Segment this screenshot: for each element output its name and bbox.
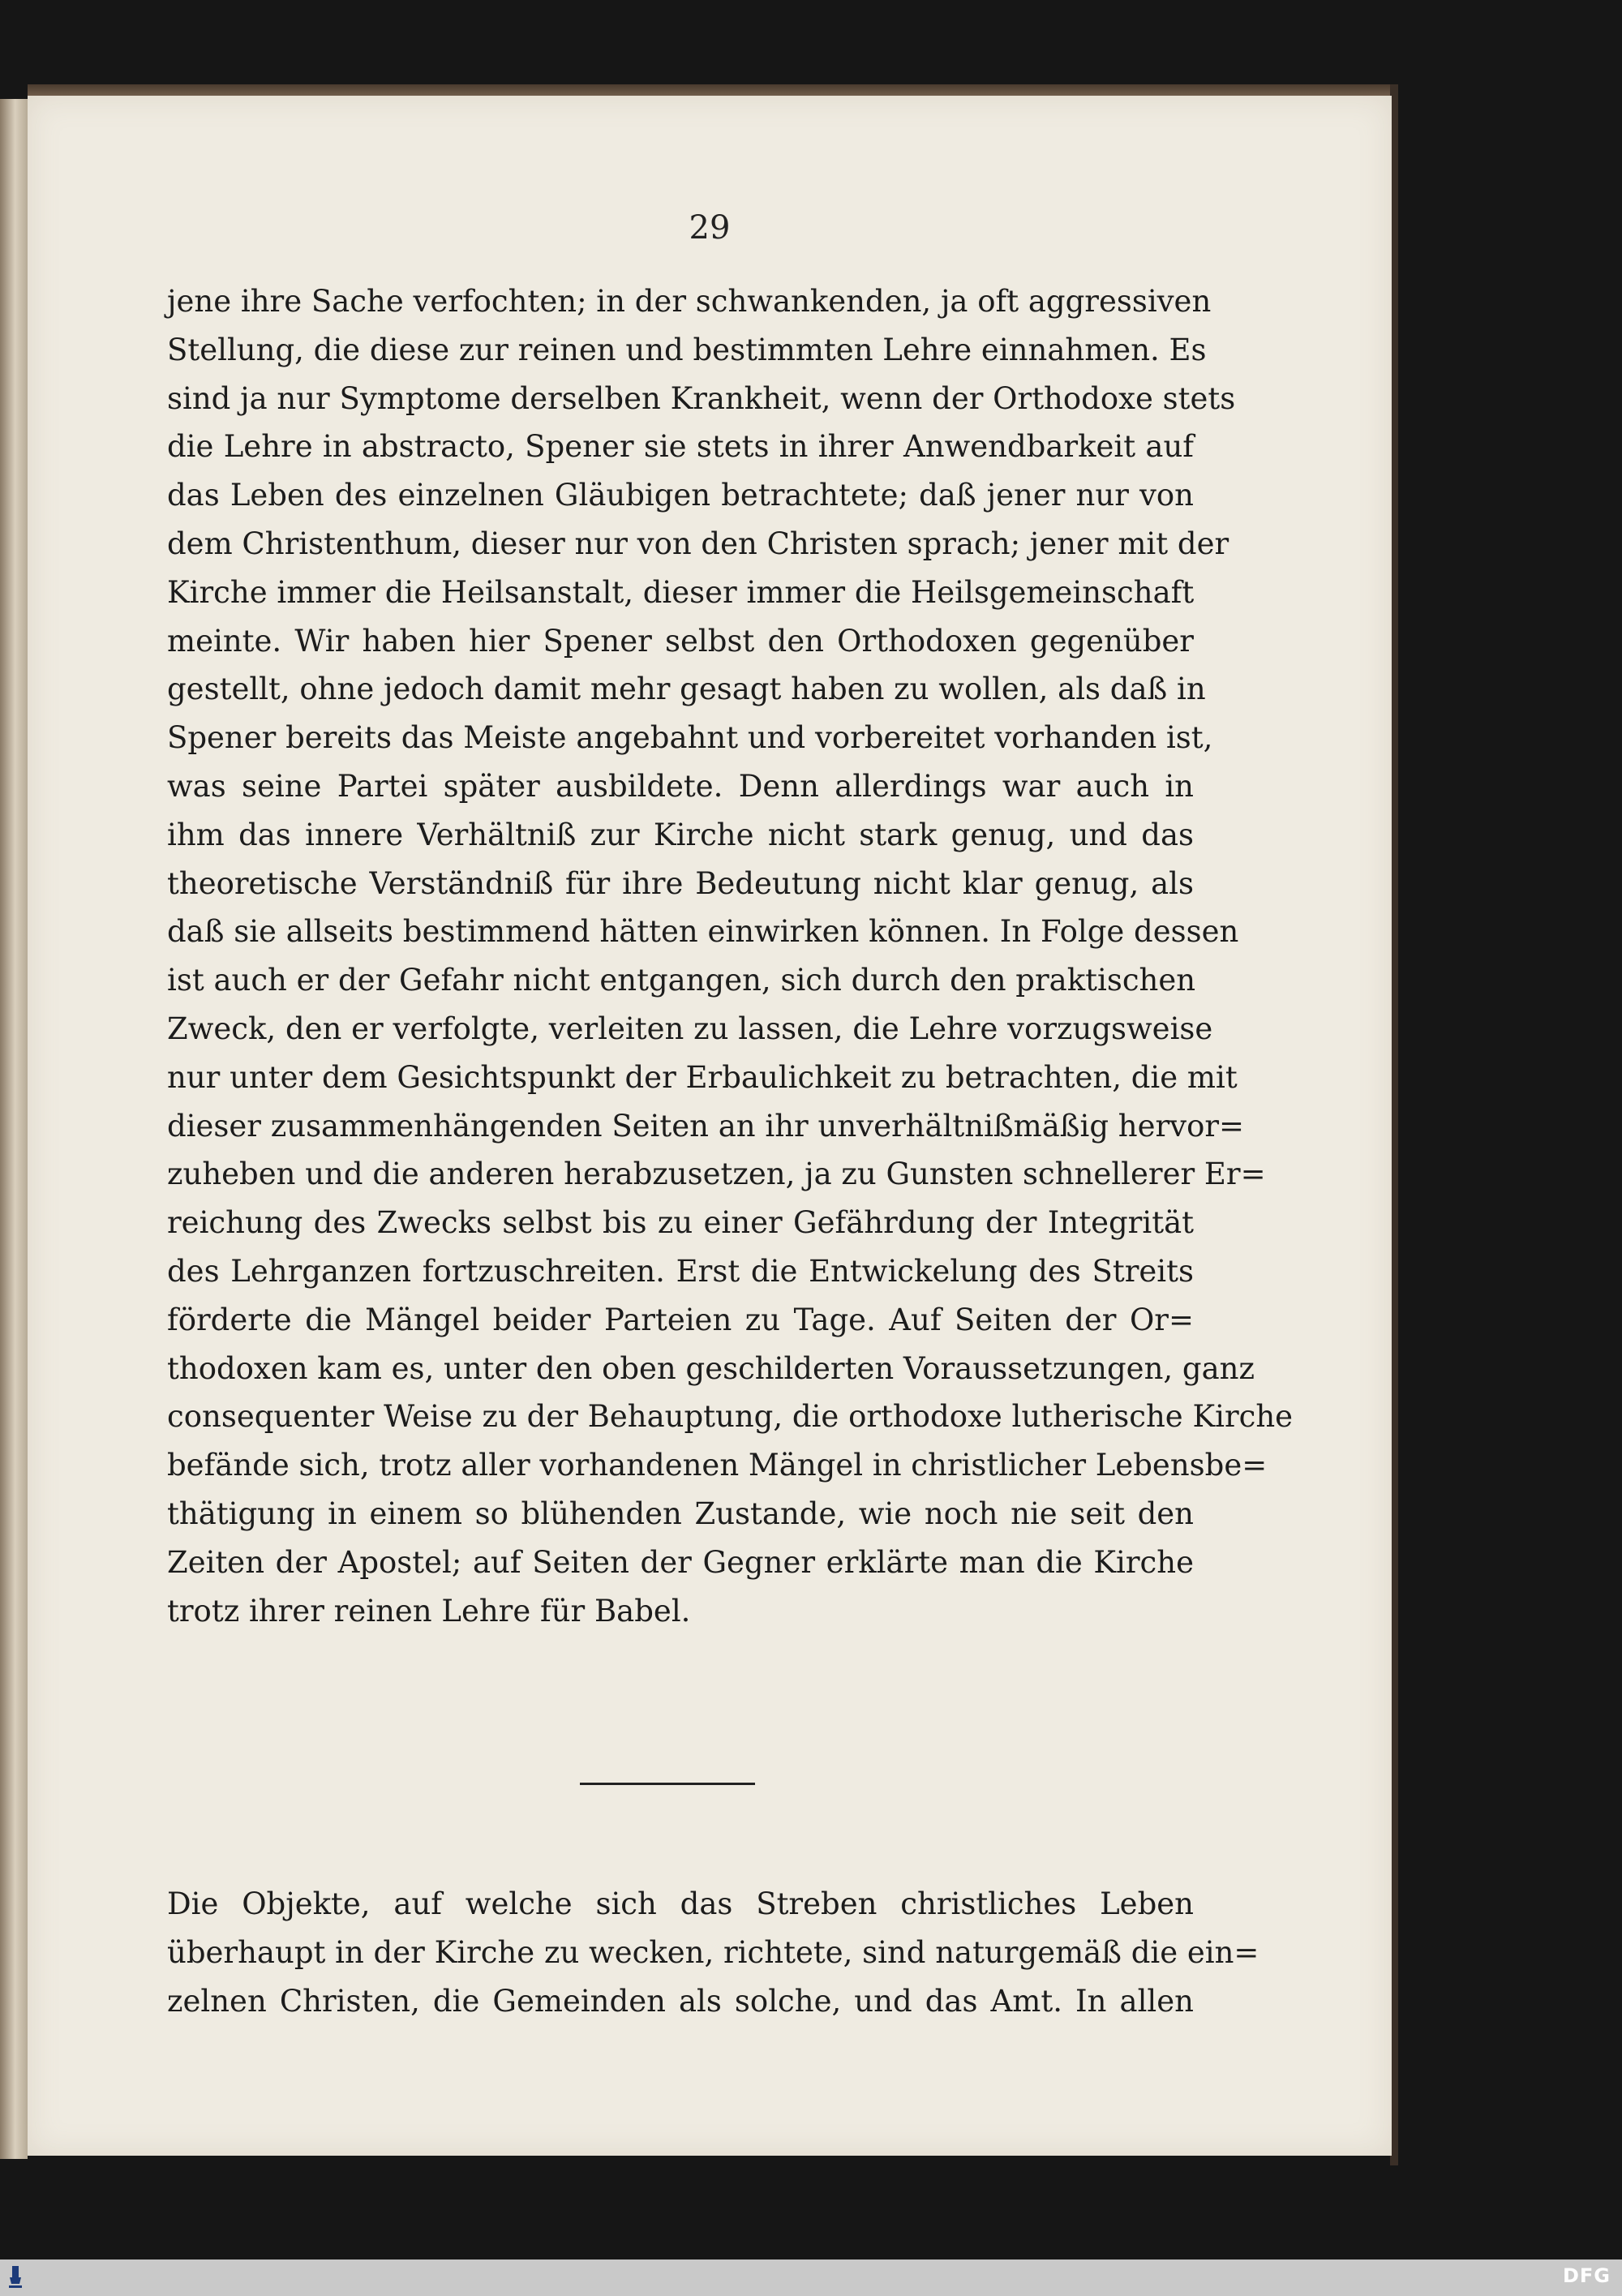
- text-line: überhaupt in der Kirche zu wecken, richtete, sind naturgemäß die ein=: [167, 1934, 1259, 1970]
- text-line: zelnen Christen, die Gemeinden als solche, und das Amt. In allen: [167, 1983, 1194, 2019]
- text-line: Spener bereits das Meiste angebahnt und vorbereitet vorhanden ist,: [167, 720, 1213, 756]
- text-line: Die Objekte, auf welche sich das Streben christliches Leben: [167, 1886, 1194, 1921]
- text-line: daß sie allseits bestimmend hätten einwirken können. In Folge dessen: [167, 914, 1239, 950]
- text-line: dem Christenthum, dieser nur von den Christen sprach; jener mit der: [167, 526, 1229, 561]
- text-line: thodoxen kam es, unter den oben geschilderten Voraussetzungen, ganz: [167, 1350, 1255, 1386]
- text-line: die Lehre in abstracto, Spener sie stets in ihrer Anwendbarkeit auf: [167, 429, 1194, 465]
- text-line: meinte. Wir haben hier Spener selbst den Orthodoxen gegenüber: [167, 623, 1194, 659]
- text-line: zuheben und die anderen herabzusetzen, ja zu Gunsten schnellerer Er=: [167, 1157, 1266, 1192]
- text-line: ihm das innere Verhältniß zur Kirche nicht stark genug, und das: [167, 817, 1194, 852]
- text-line: trotz ihrer reinen Lehre für Babel.: [167, 1593, 691, 1629]
- text-line: was seine Partei später ausbildete. Denn allerdings war auch in: [167, 768, 1194, 804]
- text-line: das Leben des einzelnen Gläubigen betrachtete; daß jener nur von: [167, 478, 1194, 513]
- text-line: sind ja nur Symptome derselben Krankheit, wenn der Orthodoxe stets: [167, 380, 1236, 416]
- text-line: jene ihre Sache verfochten; in der schwankenden, ja oft aggressiven: [167, 284, 1212, 319]
- text-line: des Lehrganzen fortzuschreiten. Erst die Entwickelung des Streits: [167, 1253, 1194, 1289]
- text-line: Kirche immer die Heilsanstalt, dieser immer die Heilsgemeinschaft: [167, 574, 1195, 610]
- library-crest-icon: [5, 2263, 26, 2292]
- book-edge-left: [0, 99, 28, 2159]
- text-line: Zweck, den er verfolgte, verleiten zu lassen, die Lehre vorzugsweise: [167, 1011, 1213, 1046]
- text-line: befände sich, trotz aller vorhandenen Mängel in christlicher Lebensbe=: [167, 1448, 1268, 1483]
- section-divider: [580, 1783, 755, 1785]
- viewer-footer: [0, 2260, 1622, 2296]
- text-line: thätigung in einem so blühenden Zustande, wie noch nie seit den: [167, 1496, 1194, 1531]
- main-paragraph: [167, 277, 1294, 1635]
- book-page: [28, 96, 1392, 2156]
- text-line: gestellt, ohne jedoch damit mehr gesagt haben zu wollen, als daß in: [167, 672, 1206, 707]
- text-line: ist auch er der Gefahr nicht entgangen, sich durch den praktischen: [167, 963, 1196, 998]
- text-line: Zeiten der Apostel; auf Seiten der Gegner erklärte man die Kirche: [167, 1544, 1194, 1580]
- dfg-logo: DFG: [1562, 2264, 1611, 2287]
- text-line: förderte die Mängel beider Parteien zu Tage. Auf Seiten der Or=: [167, 1302, 1194, 1337]
- text-line: theoretische Verständniß für ihre Bedeutung nicht klar genug, als: [167, 865, 1194, 901]
- text-line: consequenter Weise zu der Behauptung, die orthodoxe lutherische Kirche: [167, 1399, 1294, 1435]
- page-number: 29: [689, 209, 731, 247]
- text-line: Stellung, die diese zur reinen und bestimmten Lehre einnahmen. Es: [167, 332, 1207, 367]
- text-line: reichung des Zwecks selbst bis zu einer Gefährdung der Integrität: [167, 1205, 1194, 1241]
- text-line: nur unter dem Gesichtspunkt der Erbaulichkeit zu betrachten, die mit: [167, 1059, 1238, 1095]
- text-line: dieser zusammenhängenden Seiten an ihr unverhältnißmäßig hervor=: [167, 1108, 1245, 1144]
- second-paragraph: [167, 1880, 1259, 2025]
